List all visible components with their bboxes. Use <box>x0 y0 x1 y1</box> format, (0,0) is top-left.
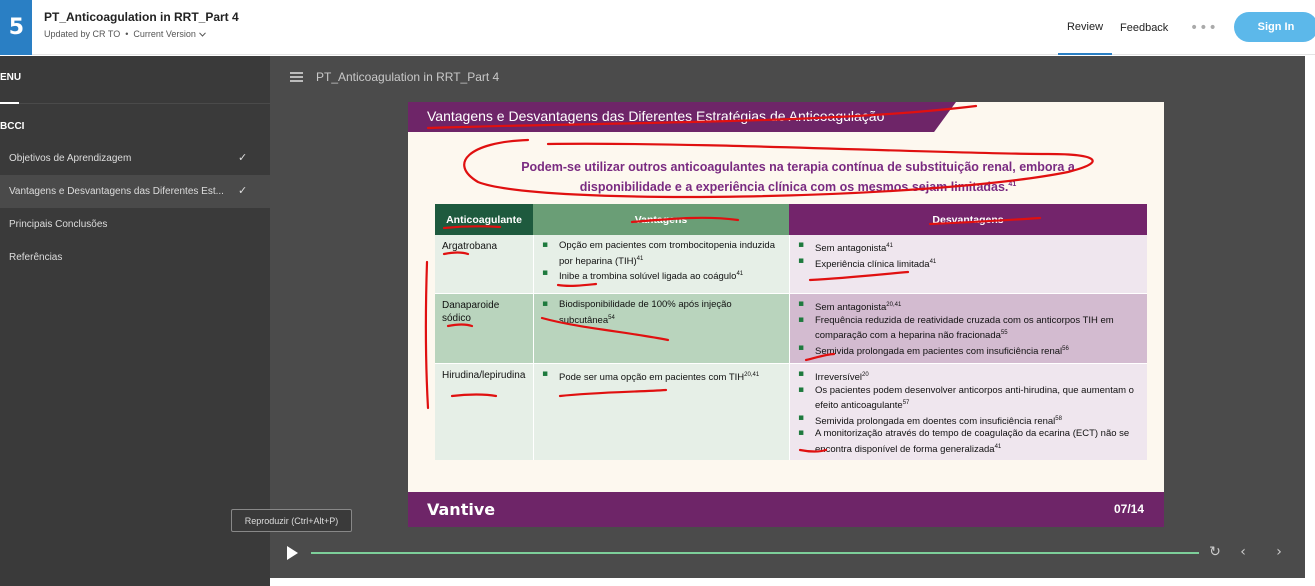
table-row <box>435 363 1147 460</box>
header-vantagens: Vantagens <box>533 204 789 235</box>
scrollbar[interactable] <box>1305 56 1315 586</box>
menu-tab-indicator <box>0 102 19 104</box>
table-header <box>435 204 1147 235</box>
reference-number: 41 <box>736 271 744 278</box>
section-label: BCCI <box>0 121 25 132</box>
slide-footer <box>408 492 1164 527</box>
course-title: PT_Anticoagulation in RRT_Part 4 <box>44 10 239 24</box>
page-number: 07/14 <box>1113 502 1144 516</box>
anticoagulant-name: Argatrobana <box>435 235 533 293</box>
reference-number: 56 <box>1062 345 1069 352</box>
sidebar-item-referencias[interactable] <box>0 241 270 274</box>
sidebar-item-vantagens[interactable] <box>0 175 270 208</box>
version-label: Current Version <box>133 29 196 39</box>
slide-subtitle <box>468 159 1128 196</box>
annotation-left-margin <box>426 262 428 408</box>
top-bar <box>0 0 1315 55</box>
replay-icon[interactable]: ↻ <box>1209 544 1221 560</box>
reference-number: 20 <box>861 372 869 378</box>
disadvantages-list <box>789 364 1147 460</box>
next-icon[interactable]: › <box>1276 544 1282 560</box>
sidebar-item-objetivos[interactable] <box>0 142 270 175</box>
anticoagulant-table <box>435 204 1147 460</box>
reference-number: 20,41 <box>744 372 760 378</box>
list-item-text: Semivida prolongada em doentes com insuficiência renal <box>815 415 1056 427</box>
list-item-text: Experiência clínica limitada <box>815 258 930 270</box>
sidebar-item-label: Vantagens e Desvantagens das Diferentes Est... <box>9 186 224 197</box>
list-item <box>798 299 1139 315</box>
list-item-text: Sem antagonista <box>815 302 887 314</box>
checkmark-icon: ✓ <box>238 184 248 197</box>
sidebar-item-conclusoes[interactable] <box>0 208 270 241</box>
reference-number: 41 <box>636 255 644 262</box>
list-item-text: Semivida prolongada em pacientes com insuficiência renal <box>815 345 1063 357</box>
reference-number: 41 <box>994 443 1002 450</box>
reference-number: 58 <box>1055 415 1062 422</box>
subtitle-line-2: disponibilidade e a experiência clínica com os mesmos sejam limitadas. <box>579 180 1009 195</box>
list-item <box>798 315 1139 343</box>
anticoagulant-name: Hirudina/lepirudina <box>435 364 533 460</box>
tab-feedback[interactable]: Feedback <box>1120 21 1169 34</box>
reference-number: 41 <box>929 258 937 265</box>
more-options-icon[interactable]: ••• <box>1190 19 1218 36</box>
list-item <box>798 240 1139 256</box>
list-item <box>798 369 1139 385</box>
header-desvantagens: Desvantagens <box>789 204 1147 235</box>
sidebar-item-label: Referências <box>9 252 63 263</box>
slide <box>408 102 1164 527</box>
list-item <box>798 256 1139 272</box>
chevron-down-icon <box>199 32 206 37</box>
table-row <box>435 235 1147 293</box>
anticoagulant-name: Danaparoide sódico <box>435 294 533 363</box>
sidebar-item-label: Objetivos de Aprendizagem <box>9 153 132 164</box>
list-item <box>798 428 1139 456</box>
list-item <box>798 343 1139 359</box>
reference-number: 57 <box>902 400 910 407</box>
checkmark-icon: ✓ <box>238 151 248 164</box>
play-tooltip: Reproduzir (Ctrl+Alt+P) <box>231 509 352 532</box>
slide-title: Vantagens e Desvantagens das Diferentes Estratégias de Anticoagulação <box>427 108 885 124</box>
list-item-text: Os pacientes podem desenvolver anticorpos anti-hirudina, que aumentam o efeito anticoagulante <box>815 384 1134 412</box>
tab-review[interactable]: Review <box>1058 0 1112 55</box>
advantages-list <box>533 364 789 460</box>
previous-icon[interactable]: ‹ <box>1240 544 1246 560</box>
list-item <box>798 413 1139 429</box>
sidebar <box>0 56 270 586</box>
header-anticoagulante: Anticoagulante <box>435 204 533 235</box>
subtitle-line-1: Podem-se utilizar outros anticoagulantes na terapia contínua de substituição renal, embora a <box>521 160 1075 174</box>
reference-number: 20,41 <box>886 302 902 308</box>
reference-number: 41 <box>886 243 893 249</box>
brand-logo: Vantive <box>427 500 496 519</box>
hamburger-menu-icon[interactable] <box>290 72 303 82</box>
reference-number: 54 <box>608 314 615 321</box>
menu-tab[interactable]: ENU <box>0 72 22 83</box>
list-item <box>542 299 781 327</box>
list-item-text: Frequência reduzida de reatividade cruzada com os anticorpos TIH em comparação com a heparina não fracionada <box>815 314 1114 342</box>
list-item-text: Sem antagonista <box>815 243 887 255</box>
lesson-stage <box>270 56 1315 578</box>
disadvantages-list <box>789 294 1147 363</box>
menu-header <box>0 56 270 104</box>
version-dropdown[interactable] <box>133 29 206 39</box>
advantages-list <box>533 235 789 293</box>
disadvantages-list <box>789 235 1147 293</box>
list-item <box>542 240 781 268</box>
list-item-text: A monitorização através do tempo de coagulação da ecarina (ECT) não se encontra disponível de forma generalizada <box>815 428 1130 456</box>
list-item-text: Opção em pacientes com trombocitopenia induzida por heparina (TIH) <box>559 240 775 267</box>
subtitle-ref: 41 <box>1008 181 1017 188</box>
progress-bar[interactable] <box>311 552 1199 554</box>
separator-dot: • <box>125 29 129 39</box>
advantages-list <box>533 294 789 363</box>
reference-number: 55 <box>1000 330 1008 337</box>
stage-header <box>290 70 499 84</box>
list-item <box>542 268 781 284</box>
updated-by: Updated by CR TO <box>44 29 121 39</box>
list-item <box>798 385 1139 413</box>
list-item-text: Pode ser uma opção em pacientes com TIH <box>559 372 745 384</box>
app-logo-icon[interactable]: 5 <box>0 0 32 55</box>
course-meta <box>44 29 206 39</box>
lesson-title: PT_Anticoagulation in RRT_Part 4 <box>316 70 500 84</box>
play-icon[interactable] <box>284 544 300 562</box>
player-controls <box>270 535 1305 571</box>
sidebar-item-label: Principais Conclusões <box>9 219 108 230</box>
table-row <box>435 293 1147 363</box>
list-item-text: Inibe a trombina solúvel ligada ao coágulo <box>559 271 737 283</box>
list-item-text: Irreversível <box>815 372 862 384</box>
list-item <box>542 369 781 385</box>
sign-in-button[interactable]: Sign In <box>1234 12 1315 42</box>
list-item-text: Biodisponibilidade de 100% após injeção subcutânea <box>559 299 732 326</box>
